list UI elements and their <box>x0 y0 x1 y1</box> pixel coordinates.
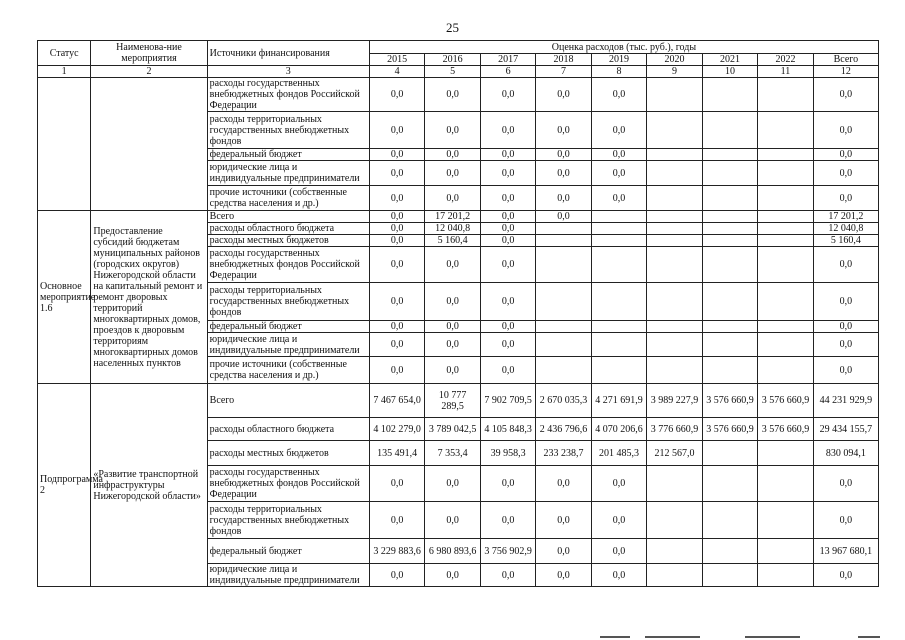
value-cell: 201 485,3 <box>591 441 646 466</box>
value-cell: 2 670 035,3 <box>536 384 591 418</box>
value-cell <box>536 333 591 357</box>
value-cell: 0,0 <box>480 186 535 211</box>
value-cell: 0,0 <box>369 502 424 539</box>
value-cell: 0,0 <box>480 333 535 357</box>
value-cell: 0,0 <box>425 321 480 333</box>
value-cell <box>647 357 702 384</box>
value-cell: 0,0 <box>813 357 878 384</box>
financing-source-cell: расходы государственных внебюджетных фондов Российской Федерации <box>207 466 369 502</box>
table-row <box>38 78 879 112</box>
value-cell <box>702 539 757 564</box>
value-cell <box>536 283 591 321</box>
status-cell <box>38 78 91 211</box>
value-cell: 0,0 <box>480 466 535 502</box>
financing-source-cell: Всего <box>207 384 369 418</box>
value-cell: 0,0 <box>813 283 878 321</box>
value-cell <box>647 223 702 235</box>
financing-source-cell: федеральный бюджет <box>207 149 369 161</box>
header-status: Статус <box>38 41 91 66</box>
value-cell <box>702 247 757 283</box>
value-cell: 0,0 <box>480 223 535 235</box>
value-cell <box>758 283 813 321</box>
value-cell <box>647 247 702 283</box>
value-cell <box>758 186 813 211</box>
value-cell: 3 576 660,9 <box>702 418 757 441</box>
value-cell: 6 980 893,6 <box>425 539 480 564</box>
value-cell <box>591 247 646 283</box>
header-year: 2017 <box>480 54 535 66</box>
value-cell <box>758 211 813 223</box>
value-cell: 0,0 <box>425 247 480 283</box>
value-cell: 0,0 <box>591 564 646 587</box>
value-cell: 0,0 <box>536 564 591 587</box>
value-cell: 0,0 <box>369 161 424 186</box>
value-cell: 2 436 796,6 <box>536 418 591 441</box>
value-cell: 0,0 <box>480 502 535 539</box>
value-cell <box>647 502 702 539</box>
value-cell: 0,0 <box>591 186 646 211</box>
value-cell: 0,0 <box>369 321 424 333</box>
value-cell: 0,0 <box>369 283 424 321</box>
value-cell: 3 229 883,6 <box>369 539 424 564</box>
value-cell: 29 434 155,7 <box>813 418 878 441</box>
financing-source-cell: юридические лица и индивидуальные предприниматели <box>207 333 369 357</box>
value-cell: 0,0 <box>813 502 878 539</box>
value-cell <box>591 283 646 321</box>
financing-source-cell: расходы территориальных государственных внебюджетных фондов <box>207 112 369 149</box>
header-year: 2021 <box>702 54 757 66</box>
header-year: 2016 <box>425 54 480 66</box>
value-cell: 0,0 <box>369 235 424 247</box>
value-cell: 0,0 <box>480 235 535 247</box>
value-cell <box>758 502 813 539</box>
value-cell <box>647 564 702 587</box>
value-cell <box>536 223 591 235</box>
column-number: 4 <box>369 66 424 78</box>
value-cell: 7 467 654,0 <box>369 384 424 418</box>
value-cell: 0,0 <box>591 112 646 149</box>
value-cell: 0,0 <box>536 211 591 223</box>
value-cell: 0,0 <box>480 161 535 186</box>
value-cell: 3 576 660,9 <box>758 418 813 441</box>
value-cell <box>647 112 702 149</box>
financing-source-cell: расходы местных бюджетов <box>207 235 369 247</box>
value-cell: 0,0 <box>425 78 480 112</box>
financing-source-cell: расходы государственных внебюджетных фондов Российской Федерации <box>207 247 369 283</box>
value-cell <box>758 441 813 466</box>
value-cell: 0,0 <box>425 112 480 149</box>
value-cell: 0,0 <box>369 466 424 502</box>
value-cell <box>758 112 813 149</box>
value-cell: 0,0 <box>536 539 591 564</box>
value-cell: 44 231 929,9 <box>813 384 878 418</box>
column-number: 2 <box>91 66 207 78</box>
value-cell: 0,0 <box>480 321 535 333</box>
value-cell: 0,0 <box>369 223 424 235</box>
value-cell: 0,0 <box>813 321 878 333</box>
value-cell: 0,0 <box>813 186 878 211</box>
value-cell <box>758 235 813 247</box>
scan-artifact <box>645 636 700 638</box>
value-cell <box>758 161 813 186</box>
header-year: 2015 <box>369 54 424 66</box>
value-cell <box>591 235 646 247</box>
financing-table <box>37 40 879 587</box>
header-year: 2022 <box>758 54 813 66</box>
value-cell: 0,0 <box>480 357 535 384</box>
column-number: 12 <box>813 66 878 78</box>
value-cell: 0,0 <box>813 564 878 587</box>
value-cell: 0,0 <box>536 502 591 539</box>
value-cell: 0,0 <box>591 161 646 186</box>
financing-source-cell: расходы областного бюджета <box>207 418 369 441</box>
value-cell: 0,0 <box>480 78 535 112</box>
page-number: 25 <box>446 20 459 35</box>
value-cell: 4 105 848,3 <box>480 418 535 441</box>
value-cell: 13 967 680,1 <box>813 539 878 564</box>
value-cell: 0,0 <box>480 149 535 161</box>
value-cell <box>758 78 813 112</box>
value-cell: 4 102 279,0 <box>369 418 424 441</box>
value-cell <box>702 211 757 223</box>
value-cell: 17 201,2 <box>425 211 480 223</box>
value-cell: 7 353,4 <box>425 441 480 466</box>
column-number: 9 <box>647 66 702 78</box>
value-cell: 0,0 <box>369 186 424 211</box>
value-cell: 233 238,7 <box>536 441 591 466</box>
value-cell: 0,0 <box>480 112 535 149</box>
value-cell <box>591 333 646 357</box>
value-cell: 0,0 <box>369 78 424 112</box>
financing-source-cell: федеральный бюджет <box>207 321 369 333</box>
measure-name-cell: Предоставление субсидий бюджетам муниципальных районов (городских округов) Нижегородской области на капитальный ремонт и ремонт дворовых территорий многоквартирных домов, проездов к дворовым территориям многоквартирных домов населенных пунктов <box>91 211 207 384</box>
value-cell <box>536 357 591 384</box>
column-number: 1 <box>38 66 91 78</box>
value-cell <box>758 247 813 283</box>
value-cell <box>647 211 702 223</box>
value-cell: 39 958,3 <box>480 441 535 466</box>
measure-name-cell: «Развитие транспортной инфраструктуры Нижегородской области» <box>91 384 207 587</box>
value-cell: 0,0 <box>536 466 591 502</box>
value-cell <box>758 357 813 384</box>
financing-source-cell: расходы областного бюджета <box>207 223 369 235</box>
value-cell: 0,0 <box>480 247 535 283</box>
value-cell <box>702 149 757 161</box>
value-cell <box>702 357 757 384</box>
value-cell <box>647 235 702 247</box>
value-cell: 0,0 <box>369 564 424 587</box>
value-cell <box>702 112 757 149</box>
scan-artifact <box>600 636 630 638</box>
value-cell: 0,0 <box>425 357 480 384</box>
value-cell: 3 576 660,9 <box>702 384 757 418</box>
value-cell: 3 776 660,9 <box>647 418 702 441</box>
value-cell: 0,0 <box>369 211 424 223</box>
value-cell <box>702 186 757 211</box>
value-cell <box>758 321 813 333</box>
value-cell: 0,0 <box>813 333 878 357</box>
value-cell <box>591 223 646 235</box>
value-cell: 0,0 <box>369 149 424 161</box>
value-cell <box>702 564 757 587</box>
financing-source-cell: юридические лица и индивидуальные предприниматели <box>207 564 369 587</box>
value-cell: 4 070 206,6 <box>591 418 646 441</box>
value-cell <box>702 223 757 235</box>
value-cell: 12 040,8 <box>425 223 480 235</box>
value-cell <box>758 149 813 161</box>
scan-artifact <box>858 636 880 638</box>
value-cell <box>647 161 702 186</box>
header-year: 2019 <box>591 54 646 66</box>
financing-source-cell: юридические лица и индивидуальные предприниматели <box>207 161 369 186</box>
value-cell: 5 160,4 <box>425 235 480 247</box>
value-cell: 0,0 <box>480 564 535 587</box>
value-cell: 0,0 <box>813 78 878 112</box>
value-cell: 0,0 <box>369 112 424 149</box>
column-number: 11 <box>758 66 813 78</box>
measure-name-cell <box>91 78 207 211</box>
value-cell <box>647 283 702 321</box>
column-number: 8 <box>591 66 646 78</box>
value-cell: 0,0 <box>536 161 591 186</box>
value-cell: 0,0 <box>591 539 646 564</box>
value-cell: 0,0 <box>591 78 646 112</box>
value-cell: 5 160,4 <box>813 235 878 247</box>
value-cell: 0,0 <box>369 357 424 384</box>
value-cell <box>591 321 646 333</box>
header-estimate: Оценка расходов (тыс. руб.), годы <box>369 41 878 54</box>
header-name: Наименова-ние мероприятия <box>91 41 207 66</box>
value-cell: 0,0 <box>425 466 480 502</box>
value-cell <box>702 235 757 247</box>
value-cell: 0,0 <box>425 502 480 539</box>
value-cell: 0,0 <box>813 247 878 283</box>
value-cell <box>647 333 702 357</box>
value-cell <box>702 441 757 466</box>
value-cell: 0,0 <box>591 149 646 161</box>
value-cell: 0,0 <box>425 149 480 161</box>
value-cell <box>702 321 757 333</box>
value-cell <box>536 235 591 247</box>
value-cell <box>647 539 702 564</box>
value-cell: 0,0 <box>425 161 480 186</box>
value-cell <box>702 78 757 112</box>
value-cell <box>536 321 591 333</box>
value-cell: 12 040,8 <box>813 223 878 235</box>
value-cell: 0,0 <box>813 161 878 186</box>
column-number: 10 <box>702 66 757 78</box>
value-cell <box>702 502 757 539</box>
value-cell <box>758 223 813 235</box>
scan-artifact <box>745 636 800 638</box>
value-cell: 0,0 <box>480 211 535 223</box>
column-number: 7 <box>536 66 591 78</box>
value-cell: 0,0 <box>591 466 646 502</box>
value-cell <box>758 539 813 564</box>
value-cell <box>536 247 591 283</box>
column-number: 6 <box>480 66 535 78</box>
value-cell <box>702 333 757 357</box>
value-cell: 17 201,2 <box>813 211 878 223</box>
value-cell: 0,0 <box>369 247 424 283</box>
value-cell <box>758 466 813 502</box>
status-cell: Подпрограмма 2 <box>38 384 91 587</box>
value-cell: 0,0 <box>425 186 480 211</box>
financing-source-cell: расходы территориальных государственных внебюджетных фондов <box>207 283 369 321</box>
column-number: 3 <box>207 66 369 78</box>
value-cell: 7 902 709,5 <box>480 384 535 418</box>
value-cell: 0,0 <box>425 564 480 587</box>
value-cell: 0,0 <box>813 149 878 161</box>
value-cell <box>758 333 813 357</box>
value-cell: 3 789 042,5 <box>425 418 480 441</box>
value-cell: 0,0 <box>369 333 424 357</box>
value-cell <box>647 466 702 502</box>
header-year: 2018 <box>536 54 591 66</box>
value-cell <box>591 211 646 223</box>
value-cell: 3 576 660,9 <box>758 384 813 418</box>
value-cell <box>702 466 757 502</box>
value-cell <box>647 149 702 161</box>
value-cell: 0,0 <box>536 149 591 161</box>
financing-source-cell: расходы местных бюджетов <box>207 441 369 466</box>
value-cell: 0,0 <box>813 112 878 149</box>
value-cell: 0,0 <box>425 283 480 321</box>
value-cell: 0,0 <box>536 186 591 211</box>
value-cell: 3 756 902,9 <box>480 539 535 564</box>
column-number: 5 <box>425 66 480 78</box>
financing-source-cell: федеральный бюджет <box>207 539 369 564</box>
financing-source-cell: расходы государственных внебюджетных фондов Российской Федерации <box>207 78 369 112</box>
value-cell <box>647 78 702 112</box>
value-cell: 3 989 227,9 <box>647 384 702 418</box>
header-year: 2020 <box>647 54 702 66</box>
value-cell <box>647 186 702 211</box>
financing-source-cell: прочие источники (собственные средства населения и др.) <box>207 186 369 211</box>
financing-source-cell: расходы территориальных государственных внебюджетных фондов <box>207 502 369 539</box>
value-cell <box>758 564 813 587</box>
value-cell <box>591 357 646 384</box>
value-cell: 135 491,4 <box>369 441 424 466</box>
financing-source-cell: Всего <box>207 211 369 223</box>
header-year: Всего <box>813 54 878 66</box>
value-cell: 0,0 <box>591 502 646 539</box>
financing-source-cell: прочие источники (собственные средства населения и др.) <box>207 357 369 384</box>
table-row <box>38 211 879 223</box>
value-cell <box>702 283 757 321</box>
status-cell: Основное мероприятие 1.6 <box>38 211 91 384</box>
value-cell: 10 777 289,5 <box>425 384 480 418</box>
value-cell: 830 094,1 <box>813 441 878 466</box>
table-row <box>38 384 879 418</box>
value-cell <box>647 321 702 333</box>
value-cell: 212 567,0 <box>647 441 702 466</box>
value-cell: 0,0 <box>480 283 535 321</box>
header-source: Источники финансирования <box>207 41 369 66</box>
value-cell <box>702 161 757 186</box>
value-cell: 0,0 <box>536 78 591 112</box>
value-cell: 0,0 <box>425 333 480 357</box>
value-cell: 4 271 691,9 <box>591 384 646 418</box>
value-cell: 0,0 <box>813 466 878 502</box>
value-cell: 0,0 <box>536 112 591 149</box>
